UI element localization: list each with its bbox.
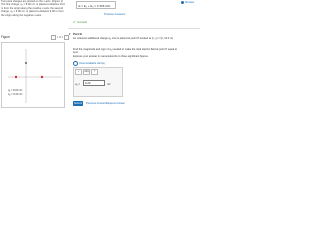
figure-page-indicator: 1 of 1 [57,36,63,39]
equation-toolbar [75,69,98,74]
legend-q1: q₁ = 8.00 nC [8,89,23,92]
review-link[interactable] [181,0,194,4]
help-button[interactable]: ? [91,69,98,75]
q1-charge-marker [41,76,43,78]
figure-navigation [51,35,69,40]
review-icon [181,1,184,4]
problem-statement: Two point charges are placed on the x-axis. (Figure 1) The first charge, q₁ = 8.00 nC, is placed a distance 16.0 m from the origin along the positive x-axis; the second charge, q₂ = 6.00 nC, is placed a distance 9.00 m from the origin along the negative x-axis. [1,0,65,17]
view-hints-link[interactable] [73,61,105,66]
figure-title: Figure [1,35,11,39]
status-text: Correct [77,20,88,24]
sqrt-template-button[interactable]: √ [75,69,82,75]
q3-field-label: q₃ = [75,82,81,86]
unit-label: nC [107,82,111,86]
part-b-title: Part B [73,32,82,36]
legend-q2: q₂ = 6.00 nC [8,93,23,96]
divider [68,28,200,29]
request-answer-link[interactable]: Request Answer [106,102,125,105]
point-p-marker [25,62,27,64]
prev-figure-icon[interactable]: ‹ [51,35,56,40]
q3-answer-input[interactable]: 0.23 [83,80,105,86]
figure-frame [1,42,65,108]
symbols-button[interactable]: AΣφ [84,69,89,73]
part-b-instruction: Express your answer in nanocoulombs to three significant figures. [73,55,149,58]
hint-label: View Available Hint(s) [79,62,105,65]
part-a-previous-answers-link[interactable]: Previous Answers [104,13,126,16]
part-a-status [73,20,87,24]
part-a-answer-display: E = E₁ + E₂ = 0.366 N/C [76,1,116,9]
figure-diagram [2,43,66,109]
checkmark-icon: ✔ [73,20,76,24]
q2-charge-marker [15,76,17,78]
review-label: Review [185,0,195,4]
submit-button[interactable]: Submit [73,102,83,105]
next-figure-icon[interactable]: › [64,35,69,40]
part-b-question-line-2: Find the magnitude and sign of q₃ needed to make the total electric field at point P equal to zero. [73,48,178,55]
part-b-previous-answers-link[interactable]: Previous Answers [86,102,107,105]
part-b-question-line-1: An unknown additional charge q₃ now is placed at point P located at (x, y) = (0, 12.0 m). [73,37,174,40]
part-b-collapse-toggle[interactable]: ▾ [69,32,71,36]
hint-icon: › [73,61,78,66]
